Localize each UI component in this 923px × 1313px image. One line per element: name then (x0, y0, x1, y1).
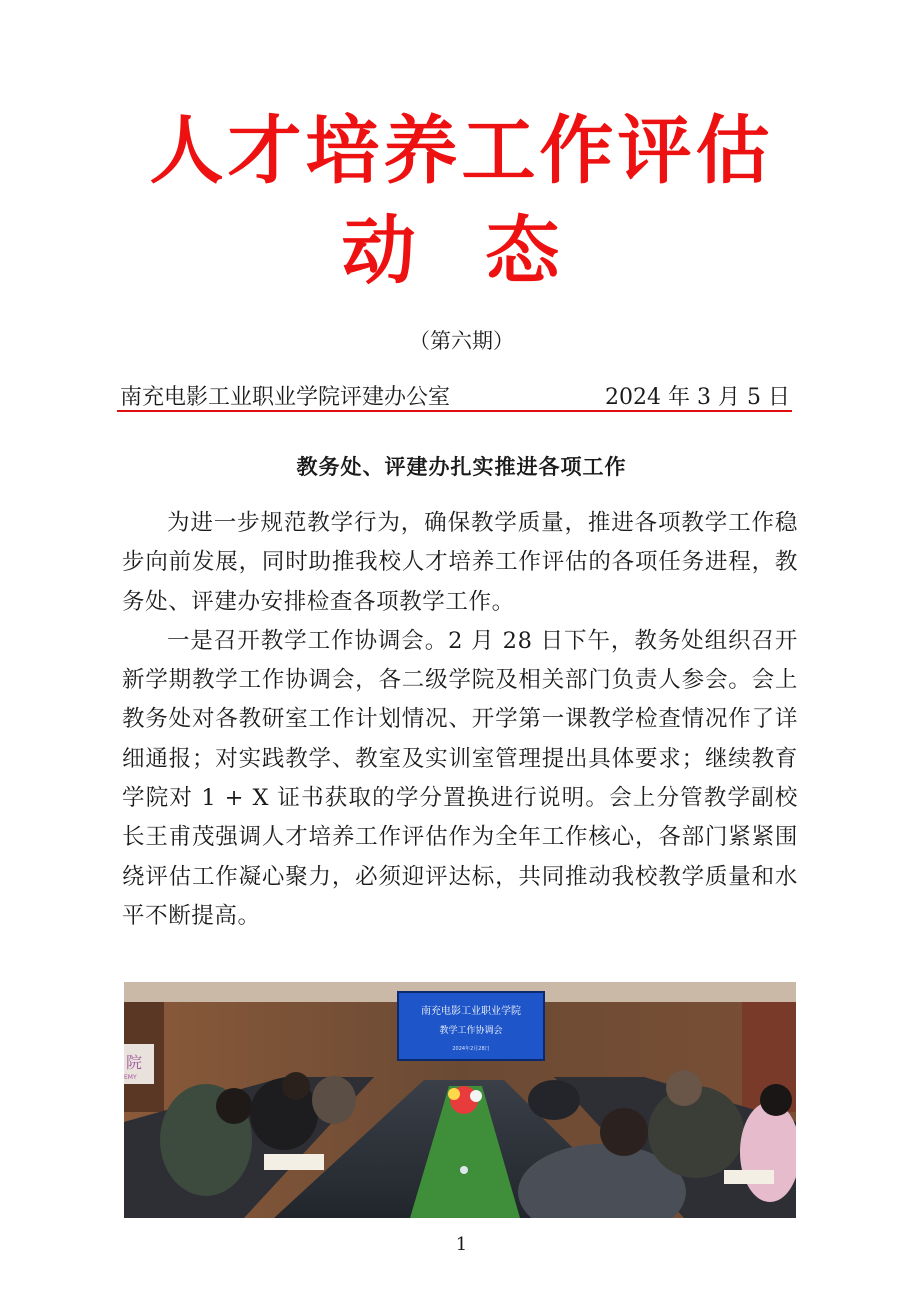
red-divider (117, 410, 792, 412)
screen-line1: 南充电影工业职业学院 (421, 1006, 521, 1017)
issue-number: （第六期） (409, 329, 514, 353)
article-paragraph: 一是召开教学工作协调会。2 月 28 日下午，教务处组织召开新学期教学工作协调会，各二级学院及相关部门负责人参会。会上教务处对各教研室工作计划情况、开学第一课教学检查情况作了详细通报；对实践教学、教室及实训室管理提出具体要求；继续教育学院对 1 + X 证书获取的学分置换进行说明。会上分管教学副校长王甫茂强调人才培养工作评估作为全年工作核心，各部门紧紧围绕评估工作凝心聚力，必须迎评达标，共同推动我校教学质量和水平不断提高。 (122, 627, 798, 929)
article-paragraph: 为进一步规范教学行为，确保教学质量，推进各项教学工作稳步向前发展，同时助推我校人才培养工作评估的各项任务进程，教务处、评建办安排检查各项教学工作。 (122, 510, 798, 615)
masthead (120, 380, 790, 411)
article-headline: 教务处、评建办扎实推进各项工作 (296, 455, 627, 479)
article-body (122, 504, 798, 936)
bulletin-title-line2: 动 态 (341, 208, 582, 294)
issuer-name: 南充电影工业职业学院评建办公室 (120, 385, 451, 410)
page-number: 1 (455, 1234, 468, 1255)
bulletin-title-line1: 人才培养工作评估 (149, 108, 774, 194)
meeting-photo (124, 982, 796, 1218)
wall-sign: 院 (126, 1053, 143, 1072)
wall-sign-sub: EMY (124, 1074, 137, 1081)
screen-date: 2024年2月28日 (452, 1046, 490, 1052)
issue-date: 2024 年 3 月 5 日 (605, 385, 790, 410)
screen-line2: 教学工作协调会 (439, 1026, 503, 1036)
